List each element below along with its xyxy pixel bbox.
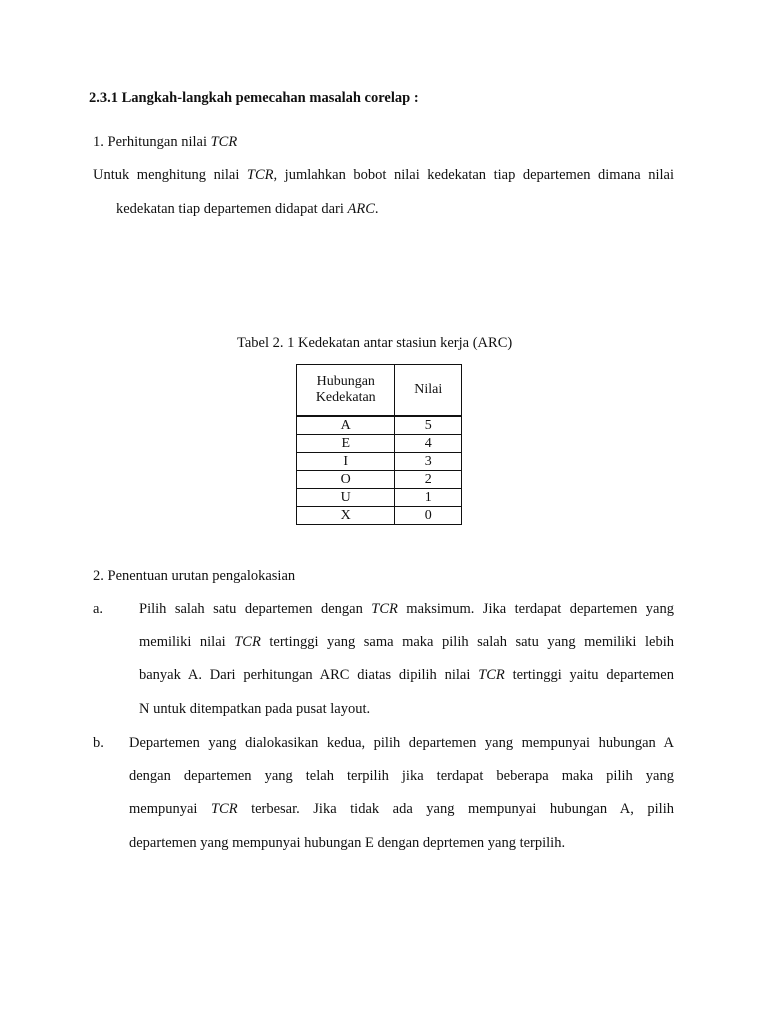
p1l1-a: Untuk menghitung nilai <box>93 167 247 183</box>
step1-title-text: 1. Perhitungan nilai <box>93 134 211 150</box>
item-b-line1: Departemen yang dialokasikan kedua, pilih departemen yang mempunyai hubungan A <box>129 735 674 751</box>
arc-table <box>296 364 462 525</box>
cell-value: 3 <box>395 453 462 471</box>
ia-l3-tcr: TCR <box>478 667 505 683</box>
item-a-line1 <box>139 601 674 618</box>
section-heading: 2.3.1 Langkah-langkah pemecahan masalah corelap : <box>89 90 419 106</box>
p1l2-b: . <box>374 201 379 217</box>
table-row <box>297 489 462 507</box>
ib-l3-b: terbesar. Jika tidak ada yang mempunyai hubungan A, pilih <box>237 801 674 817</box>
ib-l3-tcr: TCR <box>210 801 238 817</box>
item-a-line4: N untuk ditempatkan pada pusat layout. <box>139 701 371 717</box>
p1l1-tcr: TCR, <box>246 167 278 183</box>
item-a-marker: a. <box>93 601 104 617</box>
ia-l1-b: maksimum. Jika terdapat departemen yang <box>397 601 674 617</box>
cell-code: A <box>297 416 395 435</box>
ib-l3-a: mempunyai <box>129 801 211 817</box>
header-col1-line1: Hubungan <box>316 374 375 389</box>
table-row <box>297 471 462 489</box>
p1l1-b: jumlahkan bobot nilai kedekatan tiap departemen dimana nilai <box>277 167 674 183</box>
item-b-line2: dengan departemen yang telah terpilih jika terdapat beberapa maka pilih yang <box>129 768 674 784</box>
cell-value: 0 <box>395 507 462 525</box>
item-b-line4: departemen yang mempunyai hubungan E dengan deprtemen yang terpilih. <box>129 835 566 851</box>
p1l2-a: kedekatan tiap departemen didapat dari <box>116 201 348 217</box>
header-col1-line2: Kedekatan <box>315 390 376 405</box>
table-header-row <box>297 365 462 417</box>
header-hubungan-kedekatan <box>297 365 395 417</box>
item-b-line3 <box>129 801 674 818</box>
ia-l1-a: Pilih salah satu departemen dengan <box>139 601 372 617</box>
ia-l2-b: tertinggi yang sama maka pilih salah satu yang memiliki lebih <box>260 634 674 650</box>
cell-code: E <box>297 435 395 453</box>
step1-title <box>93 134 237 151</box>
cell-value: 1 <box>395 489 462 507</box>
header-nilai: Nilai <box>395 365 462 417</box>
ia-l2-a: memiliki nilai <box>139 634 235 650</box>
item-a-line3 <box>139 667 674 684</box>
p1l2-arc: ARC <box>347 201 375 217</box>
cell-value: 5 <box>395 416 462 435</box>
step1-paragraph-line2 <box>116 201 379 218</box>
cell-value: 4 <box>395 435 462 453</box>
ia-l3-a: banyak A. Dari perhitungan ARC diatas dipilih nilai <box>139 667 479 683</box>
table-caption: Tabel 2. 1 Kedekatan antar stasiun kerja (ARC) <box>237 335 513 351</box>
ia-l3-b: tertinggi yaitu departemen <box>504 667 674 683</box>
step1-paragraph-line1 <box>93 167 674 184</box>
item-b-marker: b. <box>93 735 104 751</box>
cell-code: O <box>297 471 395 489</box>
table-row <box>297 507 462 525</box>
table-row <box>297 416 462 435</box>
step1-title-tcr: TCR <box>210 134 238 150</box>
table-row <box>297 453 462 471</box>
step2-title: 2. Penentuan urutan pengalokasian <box>93 568 296 584</box>
ia-l1-tcr: TCR <box>371 601 398 617</box>
table-row <box>297 435 462 453</box>
item-a-line2 <box>139 634 674 651</box>
cell-code: X <box>297 507 395 525</box>
cell-value: 2 <box>395 471 462 489</box>
cell-code: U <box>297 489 395 507</box>
ia-l2-tcr: TCR <box>234 634 261 650</box>
cell-code: I <box>297 453 395 471</box>
